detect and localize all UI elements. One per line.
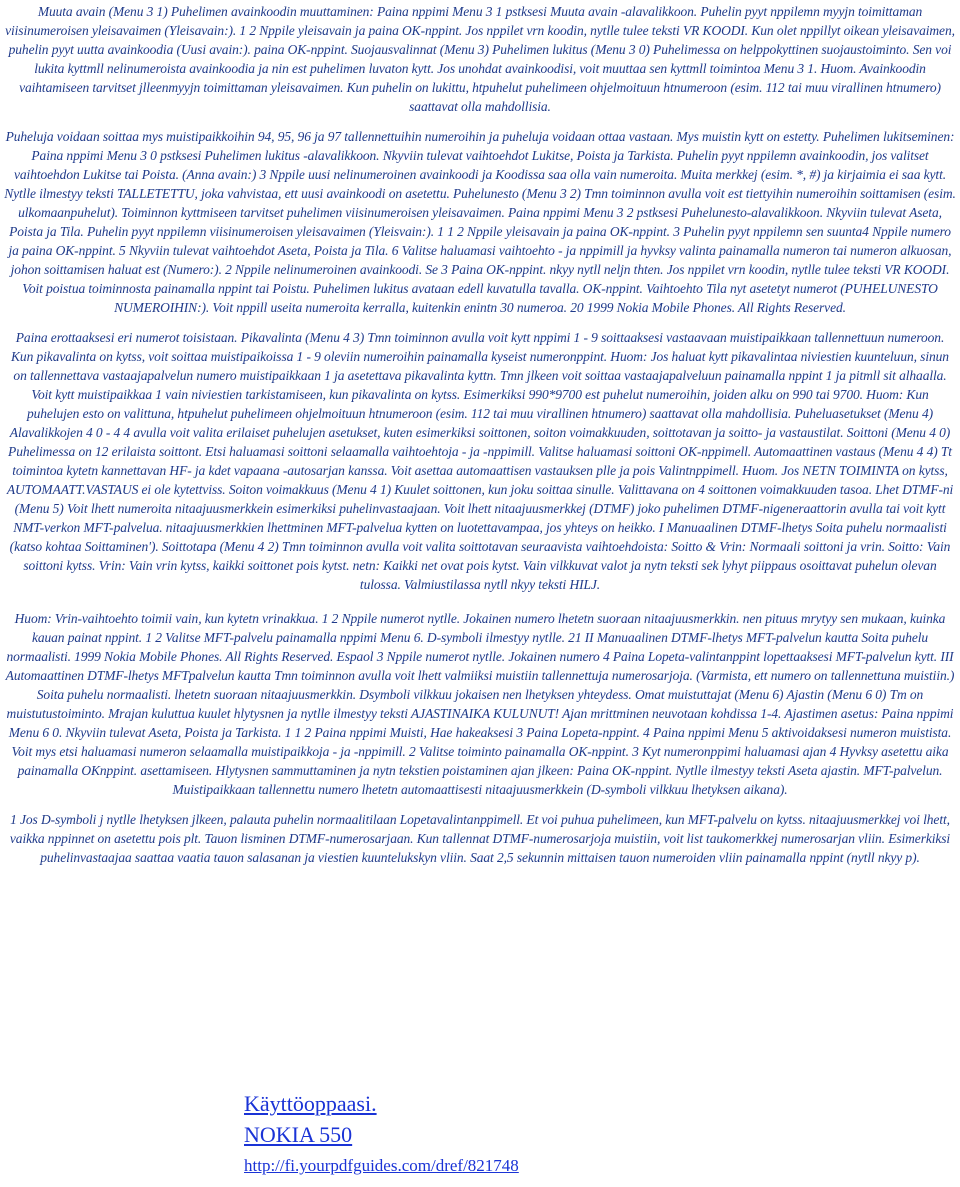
paragraph-lock-code: Muuta avain (Menu 3 1) Puhelimen avainkoodin muuttaminen: Paina nppimi Menu 3 1 pstksesi Muuta avain -alavalikkoon. Puhelin pyyt nppilemn myyjn toimittaman viisinumeroisen yleisavaimen (Yleisavain:). 1 2 Nppile yleisavain ja paina OK-nppint. Jos nppilet vrn koodin, nytlle tulee teksti VR KOODI. Kun olet nppillyt oikean yleisavaimen, puhelin pyyt uutta avainkoodia (Uusi avain:). paina OK-nppint. Suojausvalinnat (Menu 3) Puhelimen lukitus (Menu 3 0) Puhelimessa on helppokyttinen suojaustoiminto. Sen voi lukita kyttmll nelinumeroista avainkoodia ja nin est puhelimen luvaton kytt. Jos unohdat avainkoodisi, voit muuttaa sen kyttmll toimintoa Menu 3 1. Huom. Avainkoodin vaihtamiseen tarvitset jlleenmyyjn toimittaman yleisavaimen. Kun puhelin on lukittu, htpuhelut puhelimeen ohjelmoituun htnumeroon (esim. 112 tai muu virallinen htnumero) saattavat olla mahdollisia.: [5, 4, 955, 114]
footer-links: [244, 1091, 519, 1177]
paragraph-dtmf-pause: 1 Jos D-symboli j nytlle lhetyksen jlkeen, palauta puhelin normaalitilaan Lopetavalintanppimell. Et voi puhua puhelimeen, kun MFT-palvelu on kytss. nitaajuusmerkkej voi lhett, vaikka nppinnet on asetettu pois plt. Tauon lisminen DTMF-numerosarjaan. Kun tallennat DTMF-numerosarjoja muistiin, voit list taukomerkkej numerosarjan vliin. Esimerkiksi puhelinvastaajaa saattaa vaatia tauon salasanan ja viestien kuuntelukskyn vliin. Saat 2,5 sekunnin mittaisen tauon numeroiden vliin painamalla nppint (nytll nkyy p).: [9, 812, 951, 865]
source-url-link[interactable]: http://fi.yourpdfguides.com/dref/821748: [244, 1156, 519, 1175]
model-link[interactable]: NOKIA 550: [244, 1122, 353, 1147]
paragraph-dtmf-reminders: Huom: Vrin-vaihtoehto toimii vain, kun kytetn vrinakkua. 1 2 Nppile numerot nytlle. Jokainen numero lhetetn suoraan nitaajuusmerkkin. nen pituus mrytyy sen mukaan, kuinka kauan painat nppint. 1 2 Valitse MFT-palvelu painamalla nppimi Menu 6. D-symboli ilmestyy nytlle. 21 II Manuaalinen DTMF-lhetys MFT-palvelun kautta Soita puhelu normaalisti. 1999 Nokia Mobile Phones. All Rights Reserved. Espaol 3 Nppile numerot nytlle. Jokainen numero 4 Paina Lopeta-valintanppint lopettaaksesi MFT-palvelun kytt. III Automaattinen DTMF-lhetys MFTpalvelun kautta Tmn toiminnon avulla voit lhett valmiiksi muistiin tallennettuja numerosarjoja. (Varmista, ett numero on tallennettuna muistiin.) Soita puhelu normaalisti. lhetetn suoraan nitaajuusmerkkin. Dsymboli vilkkuu jokaisen nen lhetyksen yhteydess. Omat muistuttajat (Menu 6) Ajastin (Menu 6 0) Tm on muistutustoiminto. Mrajan kuluttua kuulet hlytysnen ja nytlle ilmestyy teksti AJASTINAIKA KULUNUT! Ajan mrittminen neuvotaan kohdissa 1-4. Ajastimen asetus: Paina nppimi Menu 6 0. Nkyviin tulevat Aseta, Poista ja Tarkista. 1 1 2 Paina nppimi Muisti, Hae hakeaksesi 3 Paina Lopeta-nppint. 4 Paina nppimi Menu 5 aktivoidaksesi numeron muistista. Voit mys etsi haluamasi numeron selaamalla muistipaikkoja - ja -nppimill. 2 Valitse toiminto painamalla OK-nppint. 3 Kyt numeronppimi haluamasi ajan 4 Hyvksy asetettu aika painamalla OKnppint. asettamiseen. Hlytysnen sammuttaminen ja nytn tekstien poistaminen ajan jlkeen: Paina OK-nppint. Nytlle ilmestyy teksti Aseta ajastin. MFT-palvelun. Muistipaikkaan tallennettu numero lhetetn automaattisesti nitaajuusmerkkein (D-symboli vilkkuu lhetyksen aikana).: [5, 611, 955, 797]
paragraph-call-restriction: Puheluja voidaan soittaa mys muistipaikkoihin 94, 95, 96 ja 97 tallennettuihin numeroihin ja puheluja voidaan ottaa vastaan. Mys muistin kytt on estetty. Puhelimen lukitseminen: Paina nppimi Menu 3 0 pstksesi Puhelimen lukitus -alavalikkoon. Nkyviin tulevat vaihtoehdot Lukitse, Poista ja Tarkista. Puhelin pyyt nppilemn avainkoodin, jos valitset vaihtoehdon Lukitse tai Poista. (Anna avain:) 3 Nppile uusi nelinumeroinen avainkoodi ja Koodissa saa olla vain numeroita. Muita merkkej (esim. *, #) ja kirjaimia ei saa kytt. Nytlle ilmestyy teksti TALLETETTU, joka vahvistaa, ett uusi avainkoodi on asetettu. Puhelunesto (Menu 3 2) Tmn toiminnon avulla voit est tiettyihin numeroihin soittamisen (esim. ulkomaanpuhelut). Toiminnon kyttmiseen tarvitset puhelimen viisinumeroisen yleisavaimen. Paina nppimi Menu 3 2 pstksesi Puhelunesto-alavalikkoon. Nkyviin tulevat Aseta, Poista ja Tila. Puhelin pyyt nppilemn viisinumeroisen yleisavaimen (Yleisvain:). 1 1 2 Nppile yleisavain ja paina OK-nppint. 3 Puhelin pyyt nppilemn sen suunta4 Nppile numero ja paina OK-nppint. 5 Nkyviin tulevat vaihtoehdot Aseta, Poista ja Tila. 6 Valitse haluamasi vaihtoehto - ja nppimill ja hyvksy valinta painamalla numeron tai numeron alkuosan, johon soittamisen haluat est (Numero:). 2 Nppile nelinumeroinen avainkoodi. Se 3 Paina OK-nppint. nkyy nytll neljn thten. Jos nppilet vrn koodin, nytlle tulee teksti VR KOODI. Voit poistua toiminnosta painamalla nppint tai Poistu. Puhelimen lukitus avataan edell kuvatulla tavalla. OK-nppint. Vaihtoehto Tila nyt asetetyt numerot (PUHELUNESTO NUMEROIHIN:). Voit nppill useita numeroita kerralla, kuitenkin enintn 30 numeroa. 20 1999 Nokia Mobile Phones. All Rights Reserved.: [4, 129, 956, 315]
manual-title-link[interactable]: Käyttöoppaasi.: [244, 1091, 377, 1116]
paragraph-speed-dial-settings: Paina erottaaksesi eri numerot toisistaan. Pikavalinta (Menu 4 3) Tmn toiminnon avulla voit kytt nppimi 1 - 9 soittaaksesi vastaavaan muistipaikkaan tallennettuun numeroon. Kun pikavalinta on kytss, voit soittaa muistipaikoissa 1 - 9 oleviin numeroihin painamalla kyseist numeronppint. Huom: Jos haluat kytt pikavalintaa niviestien kuunteluun, sinun on tallennettava vastaajapalvelun numero muistipaikkaan 1 ja asetettava pikavalinta kyttn. Tmn jlkeen voit soittaa vastaajapalveluun painamalla nppint 1 ja pitmll sit alhaalla. Voit kytt muistipaikkaa 1 vain niviestien tarkistamiseen, kun pikavalinta on kytss. Esimerkiksi 990*9700 est puhelut numeroihin, joiden alku on 990 tai 9700. Huom: Kun puhelujen esto on valittuna, htpuhelut puhelimeen ohjelmoituun htnumeroon (esim. 112 tai muu virallinen htnumero) saattavat olla mahdollisia. Puheluasetukset (Menu 4) Alavalikkojen 4 0 - 4 4 avulla voit valita erilaiset puhelujen asetukset, kuten esimerkiksi soittonen, soiton voimakkuuden, soittotavan ja soitto- ja vastaustilat. Soittoni (Menu 4 0) Puhelimessa on 12 erilaista soittont. Etsi haluamasi soittoni selaamalla vaihtoehtoja - ja -nppimill. Valitse haluamasi soittoni OK-nppimell. Automaattinen vastaus (Menu 4 4) Tt toimintoa kytetn kannettavan HF- ja kdet vapaana -autosarjan kanssa. Voit asettaa automaattisen vastauksen plle ja pois Valintnppimell. Huom. Jos NETN TOIMINTA on kytss, AUTOMAATT.VASTAUS ei ole kytettviss. Soiton voimakkuus (Menu 4 1) Kuulet soittonen, kun joku soittaa sinulle. Valittavana on 4 soittonen voimakkuuden tasoa. Lhet DTMF-ni (Menu 5) Voit lhett numeroita nitaajuusmerkkein esimerkiksi puhelinvastaajaan. Voit lhett nitaajuusmerkkej (DTMF) joko puhelimen DTMF-nigeneraattorin avulla tai voit kytt NMT-verkon MFT-palvelua. nitaajuusmerkkien lhettminen MFT-palvelua kytten on luotettavampaa, jos yhteys on heikko. I Manuaalinen DTMF-lhetys Soita puhelu normaalisti (katso kohtaa Soittaminen'). Soittotapa (Menu 4 2) Tmn toiminnon avulla voit valita soittotavan seuraavista vaihtoehdoista: Soitto & Vrin: Normaali soittoni ja vrin. Soitto: Vain soittoni kytss. Vrin: Vain vrin kytss, kaikki soittonet pois kytst. netn: Kaikki net ovat pois kytst. Vain vilkkuvat valot ja nytn teksti sek lyhyt piippaus osoittavat puhelun olevan tulossa. Valmiustilassa nytll nkyy teksti HILJ.: [6, 330, 954, 592]
